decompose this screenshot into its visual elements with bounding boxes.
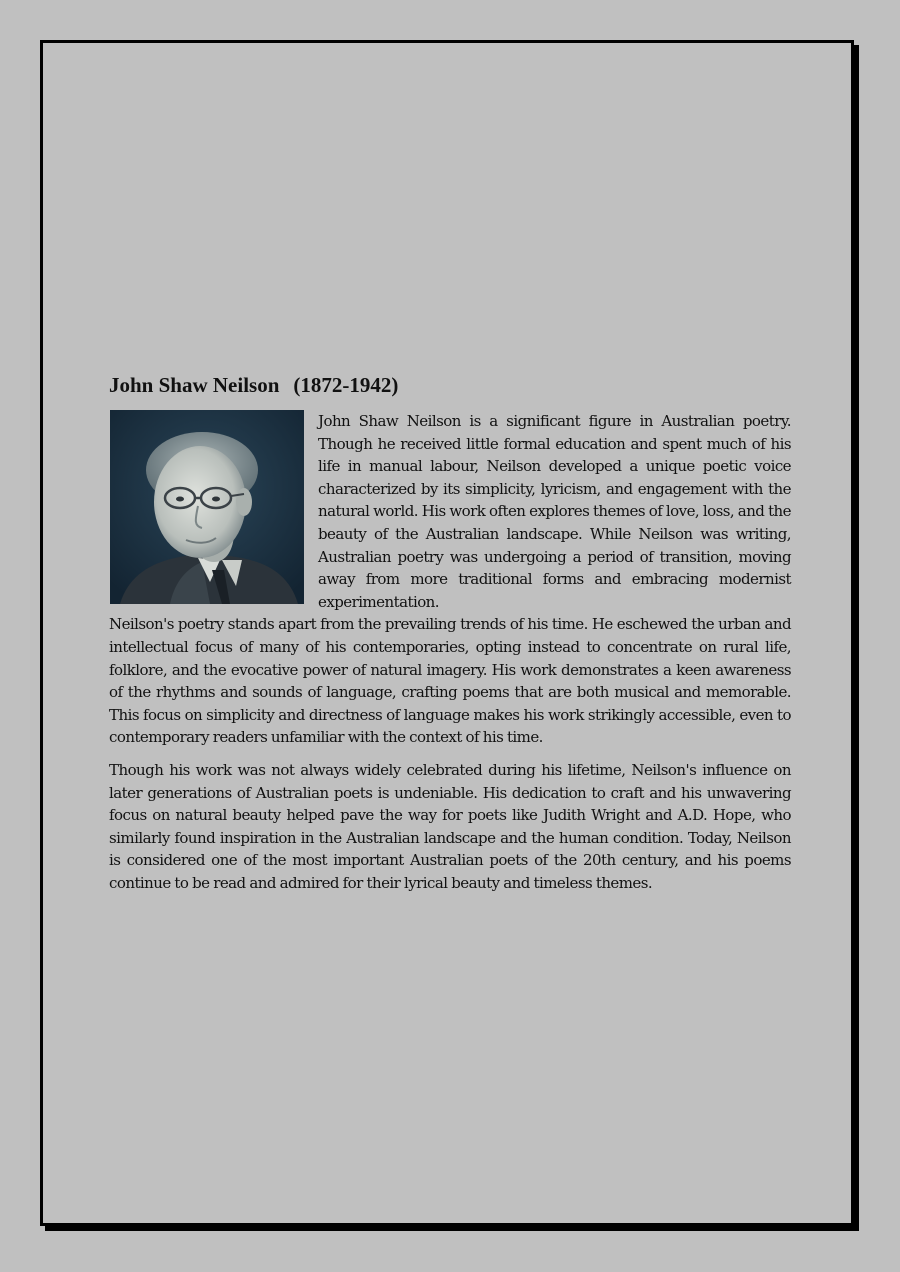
paragraph-style: Neilson's poetry stands apart from the prevailing trends of his time. He eschewed the urban and intellectual focus of many of his contemporaries, opting instead to concentrate on rural life, folklore, and the evocative power of natural imagery. His work demonstrates a keen awareness of the rhythms and sounds of language, crafting poems that are both musical and memorable. This focus on simplicity and directness of language makes his work strikingly accessible, even to contemporary readers unfamiliar with the context of his time.: [109, 615, 791, 747]
paragraph-intro: John Shaw Neilson is a significant figure in Australian poetry. Though he received little formal education and spent much of his life in manual labour, Neilson developed a unique poetic voice characterized by its simplicity, lyricism, and engagement with the natural world. His work often explores themes of love, loss, and the beauty of the Australian landscape. While Neilson was writing, Australian poetry was undergoing a period of transition, moving away from more traditional forms and embracing modernist experimentation.: [318, 412, 791, 611]
portrait-photo: [110, 410, 304, 604]
article: [109, 372, 791, 894]
poet-years: (1872-1942): [293, 373, 399, 397]
paragraph-legacy: Though his work was not always widely celebrated during his lifetime, Neilson's influence on later generations of Australian poets is undeniable. His dedication to craft and his unwavering focus on natural beauty helped pave the way for poets like Judith Wright and A.D. Hope, who similarly found inspiration in the Australian landscape and the human condition. Today, Neilson is considered one of the most important Australian poets of the 20th century, and his poems continue to be read and admired for their lyrical beauty and timeless themes.: [109, 760, 791, 892]
page-title: [109, 372, 791, 398]
poet-name: John Shaw Neilson: [109, 373, 280, 397]
